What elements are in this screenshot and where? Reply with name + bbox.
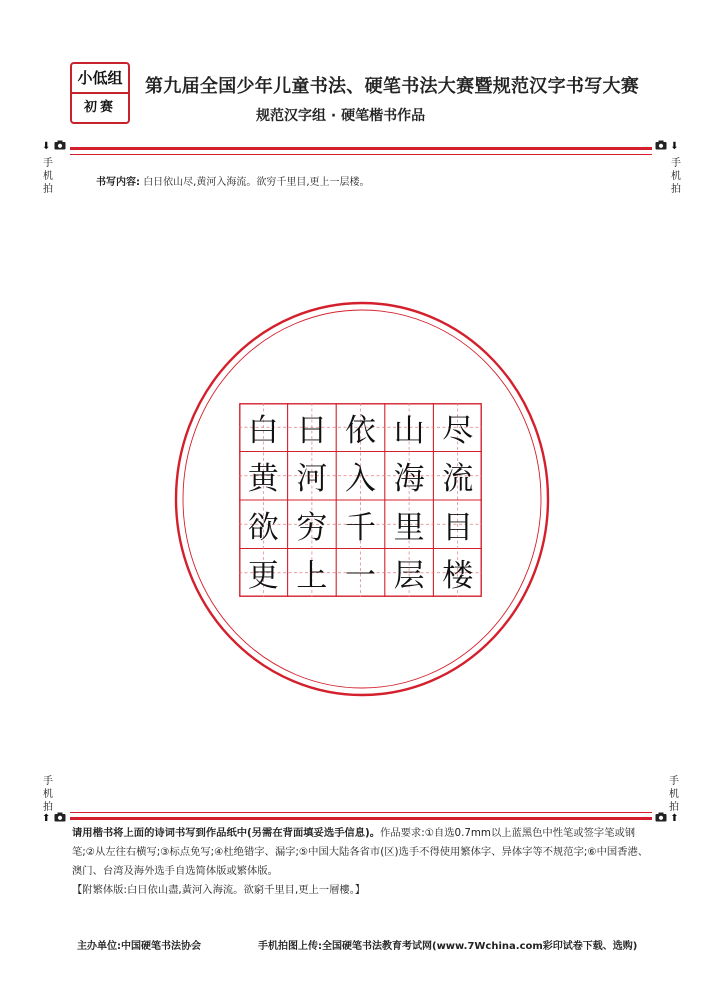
grid-cell: 一 [344, 558, 376, 595]
badge-stage: 初赛 [83, 100, 116, 115]
traditional-version: 【附繁体版:白日依山盡,黃河入海流。欲窮千里目,更上一層樓。】 [72, 884, 366, 896]
grid-cell: 千 [344, 509, 376, 546]
upload-info: 手机拍图上传:全国硬笔书法教育考试网(www.7Wchina.com彩印试卷下载、选购) [258, 941, 638, 952]
page-subtitle: 规范汉字组 · 硬笔楷书作品 [256, 108, 426, 124]
arrow-up-icon: ⬆ [42, 813, 51, 824]
arrow-up-icon: ⬆ [670, 813, 679, 824]
grid-cell: 日 [296, 412, 328, 449]
grid-cell: 尽 [442, 412, 474, 449]
photo-mark-bottom-left [42, 812, 66, 824]
writing-content [96, 173, 370, 188]
camera-icon [54, 140, 66, 150]
top-rule-thick [70, 147, 652, 150]
photo-mark-bottom-right [655, 812, 679, 824]
grid-cell: 目 [442, 509, 474, 546]
grid-cell: 海 [393, 461, 425, 498]
grid-cell: 依 [344, 412, 376, 449]
camera-icon [655, 140, 667, 150]
photo-label-bottom-right: 手 机 拍 [669, 776, 679, 813]
grid-cell: 更 [247, 558, 279, 595]
grid-cell: 白 [247, 412, 279, 449]
character-grid [239, 403, 482, 597]
group-badge [70, 62, 130, 124]
arrow-down-icon: ⬇ [42, 141, 51, 152]
grid-cell: 穷 [296, 509, 328, 546]
photo-label-top-left: 手 机 拍 [43, 158, 53, 195]
grid-cell: 楼 [442, 558, 474, 595]
organizer: 主办单位:中国硬笔书法协会 [77, 941, 201, 952]
bottom-rule-thick [70, 817, 652, 820]
grid-cell: 黄 [247, 461, 279, 498]
camera-icon [54, 812, 66, 822]
writing-content-text: 白日依山尽,黄河入海流。欲穷千里目,更上一层楼。 [143, 177, 370, 188]
grid-cell: 里 [393, 509, 425, 546]
arrow-down-icon: ⬇ [670, 141, 679, 152]
page-title: 第九届全国少年儿童书法、硬笔书法大赛暨规范汉字书写大赛 [145, 76, 640, 97]
photo-mark-top-left [42, 140, 66, 152]
camera-icon [655, 812, 667, 822]
instructions [72, 824, 652, 900]
grid-cell: 层 [393, 558, 425, 595]
photo-mark-top-right [655, 140, 679, 152]
grid-cell: 山 [393, 412, 425, 449]
bottom-rule-thin [70, 812, 652, 813]
grid-cell: 河 [296, 461, 328, 498]
photo-label-bottom-left: 手 机 拍 [43, 776, 53, 813]
grid-cell: 入 [344, 461, 376, 498]
writing-content-label: 书写内容: [96, 177, 140, 188]
photo-label-top-right: 手 机 拍 [671, 158, 681, 195]
grid-cell: 流 [442, 461, 474, 498]
grid-cell: 上 [296, 558, 328, 595]
grid-cell: 欲 [247, 509, 279, 546]
instructions-lead: 请用楷书将上面的诗词书写到作品纸中(另需在背面填妥选手信息)。 [72, 827, 381, 839]
instructions-body: 作品要求:①自选0.7mm以上蓝黑色中性笔或签字笔或钢笔;②从左往右横写;③标点免写;④杜绝错字、漏字;⑤中国大陆各省市(区)选手不得使用繁体字、异体字等不规范字;⑥中国香港、澳门、台湾及海外选手自选简体版或繁体版。 [72, 827, 649, 877]
top-rule-thin [70, 154, 652, 155]
badge-level: 小低组 [72, 64, 128, 94]
